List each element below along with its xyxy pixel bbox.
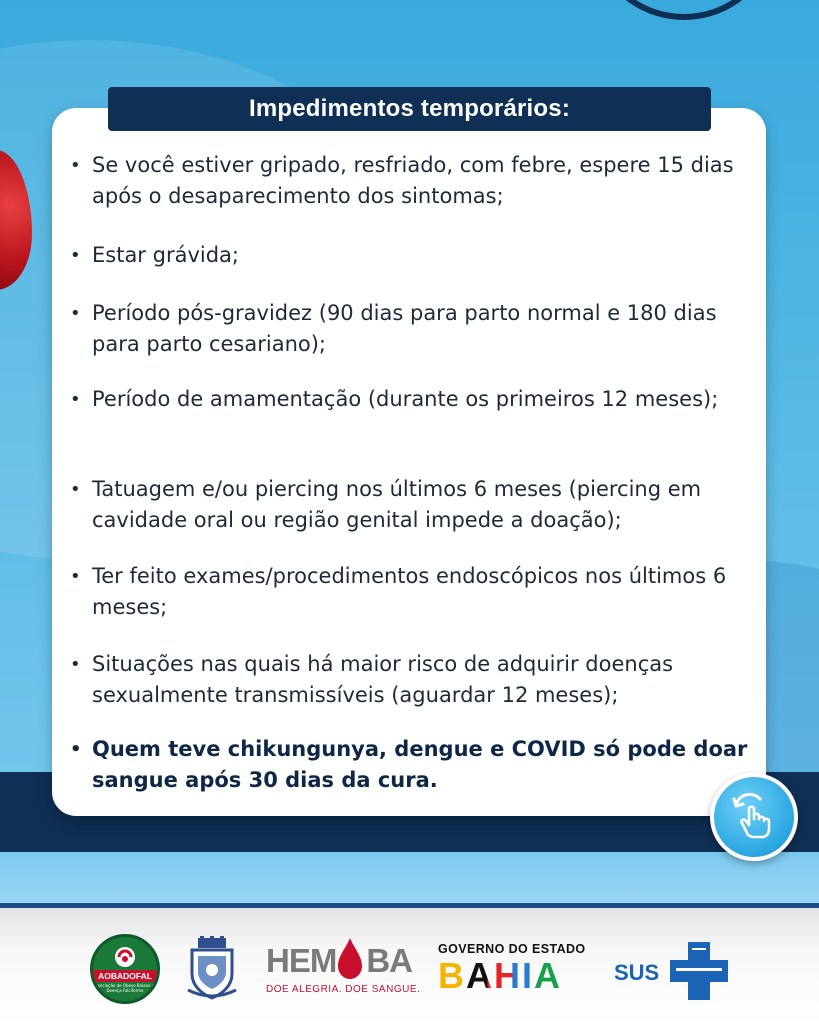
governo-bahia-logo: [438, 942, 594, 1000]
list-item-text: Período de amamentação (durante os primeiros 12 meses);: [92, 387, 719, 411]
list-item: [70, 649, 750, 711]
bullet: •: [70, 245, 81, 266]
list-item: [70, 240, 750, 271]
hemoba-word-left: HEM: [266, 942, 337, 979]
list-item: [70, 561, 750, 623]
list-item-text: Tatuagem e/ou piercing nos últimos 6 meses (piercing em cavidade oral ou região genital impede a doação);: [92, 477, 702, 532]
bahia-word: BAHIA: [438, 955, 562, 996]
list-item-text: Situações nas quais há maior risco de adquirir doenças sexualmente transmissíveis (aguardar 12 meses);: [92, 652, 674, 707]
bullet: •: [70, 566, 81, 587]
aobadofal-emblem-icon: [110, 946, 140, 968]
aobadofal-logo: [90, 934, 160, 1004]
hemoba-logo: [266, 936, 421, 1002]
hemoba-slogan: DOE ALEGRIA. DOE SANGUE.: [266, 984, 421, 995]
list-item-text: Estar grávida;: [92, 243, 239, 267]
blood-drop-icon: [336, 936, 364, 980]
governo-label: GOVERNO DO ESTADO: [438, 942, 586, 956]
list-item: [70, 474, 750, 536]
bullet: •: [70, 155, 81, 176]
list-item-text: Período pós-gravidez (90 dias para parto normal e 180 dias para parto cesariano);: [92, 301, 717, 356]
list-item: [70, 384, 750, 415]
swipe-button[interactable]: [710, 773, 798, 861]
list-item: [70, 298, 750, 360]
list-item: [70, 150, 750, 212]
aobadofal-subtitle: Associação de Obeso Baiano de Doença Falciforme: [93, 982, 157, 993]
page-title: Impedimentos temporários:: [248, 95, 571, 122]
health-cross-icon: [668, 940, 730, 1002]
bullet: •: [70, 654, 81, 675]
swipe-hand-icon: [726, 789, 782, 845]
list-item-text: Quem teve chikungunya, dengue e COVID só pode doar sangue após 30 dias da cura.: [92, 737, 748, 792]
bullet: •: [70, 739, 82, 760]
list-item-text: Ter feito exames/procedimentos endoscópicos nos últimos 6 meses;: [92, 564, 727, 619]
partner-logos: [0, 928, 819, 1008]
hemoba-word-right: BA: [366, 942, 413, 979]
title-bar: [108, 87, 711, 131]
sus-logo: [614, 940, 730, 1002]
list-item-text: Se você estiver gripado, resfriado, com febre, espere 15 dias após o desaparecimento dos sintomas;: [92, 153, 734, 208]
list-item-highlight: [70, 734, 750, 796]
bullet: •: [70, 303, 81, 324]
bullet: •: [70, 479, 81, 500]
light-band: [0, 852, 819, 904]
bullet: •: [70, 389, 81, 410]
decorative-arc: [589, 0, 779, 20]
sus-word: SUS: [614, 960, 660, 985]
municipal-crest-icon: [186, 936, 238, 1002]
aobadofal-name: AOBADOFAL: [93, 970, 157, 982]
